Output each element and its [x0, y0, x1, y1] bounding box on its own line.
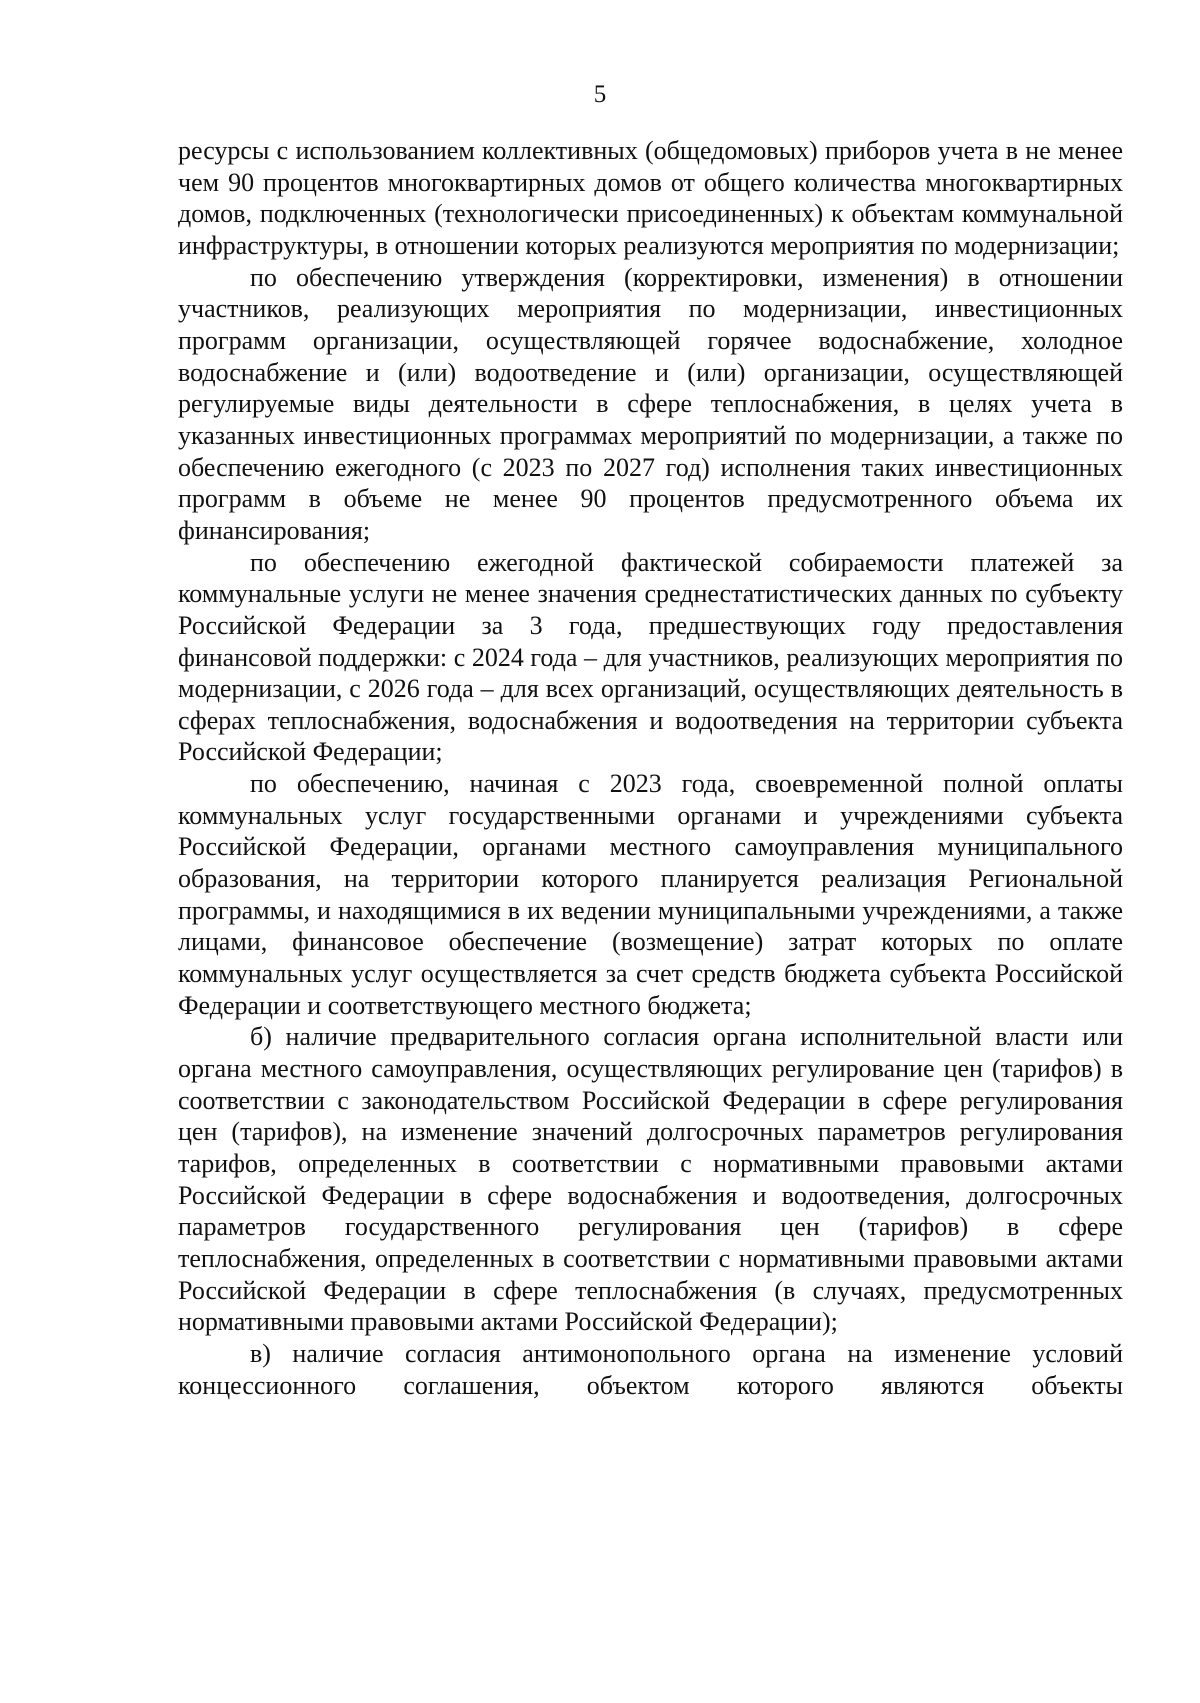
paragraph-continuation: ресурсы с использованием коллективных (общедомовых) приборов учета в не менее чем 90 процентов многоквартирных домов от общего количества многоквартирных домов, подключенных (технологически присоединенных) к объектам коммунальной инфраструктуры, в отношении которых реализуются мероприятия по модернизации; — [178, 136, 1123, 260]
document-body — [178, 135, 1123, 1401]
paragraph-utility-payments: по обеспечению, начиная с 2023 года, своевременной полной оплаты коммунальных услуг государственными органами и учреждениями субъекта Российской Федерации, органами местного самоуправления муниципального образования, на территории которого планируется реализация Региональной программы, и находящимися в их ведении муниципальными учреждениями, а также лицами, финансовое обеспечение (возмещение) затрат которых по оплате коммунальных услуг осуществляется за счет средств бюджета субъекта Российской Федерации и соответствующего местного бюджета; — [178, 769, 1123, 1020]
page-number: 5 — [593, 81, 607, 108]
paragraph-investment-programs: по обеспечению утверждения (корректировки, изменения) в отношении участников, реализующих мероприятия по модернизации, инвестиционных программ организации, осуществляющей горячее водоснабжение, холодное водоснабжение и (или) водоотведение и (или) организации, осуществляющей регулируемые виды деятельности в сфере теплоснабжения, в целях учета в указанных инвестиционных программах мероприятий по модернизации, а также по обеспечению ежегодного (с 2023 по 2027 год) исполнения таких инвестиционных программ в объеме не менее 90 процентов предусмотренного объема их финансирования; — [178, 262, 1123, 545]
paragraph-payment-collection: по обеспечению ежегодной фактической собираемости платежей за коммунальные услуги не менее значения среднестатистических данных по субъекту Российской Федерации за 3 года, предшествующих году предоставления финансовой поддержки: с 2024 года – для участников, реализующих мероприятия по модернизации, с 2026 года – для всех организаций, осуществляющих деятельность в сферах теплоснабжения, водоснабжения и водоотведения на территории субъекта Российской Федерации; — [178, 547, 1123, 767]
paragraph-item-b: б) наличие предварительного согласия органа исполнительной власти или органа местного самоуправления, осуществляющих регулирование цен (тарифов) в соответствии с законодательством Российской Федерации в сфере регулирования цен (тарифов), на изменение значений долгосрочных параметров регулирования тарифов, определенных в соответствии с нормативными правовыми актами Российской Федерации в сфере водоснабжения и водоотведения, долгосрочных параметров государственного регулирования цен (тарифов) в сфере теплоснабжения, определенных в соответствии с нормативными правовыми актами Российской Федерации в сфере теплоснабжения (в случаях, предусмотренных нормативными правовыми актами Российской Федерации); — [178, 1022, 1123, 1337]
paragraph-item-v: в) наличие согласия антимонопольного органа на изменение условий концессионного соглашения, объектом которого являются объекты — [178, 1338, 1123, 1400]
